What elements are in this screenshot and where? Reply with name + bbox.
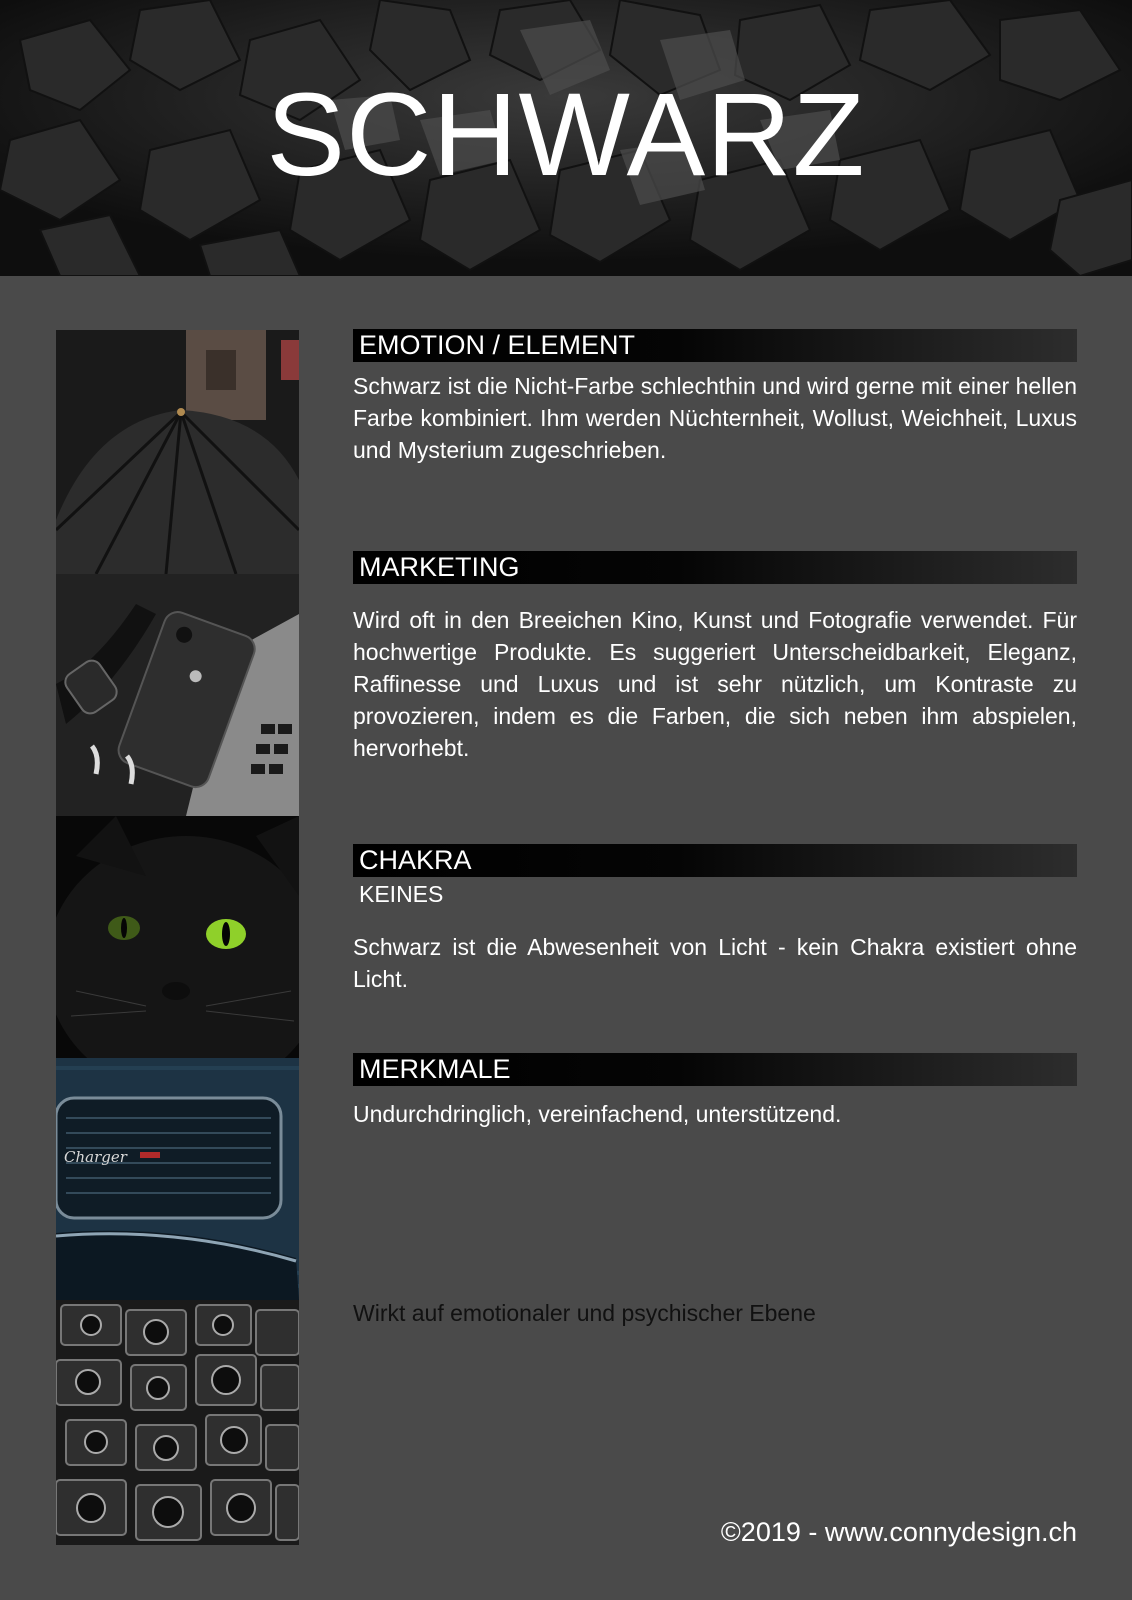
page-title: SCHWARZ <box>266 69 866 201</box>
car-grille-photo <box>56 1058 299 1300</box>
emotion-text: Schwarz ist die Nicht-Farbe schlechthin und wird gerne mit einer hellen Farbe kombiniert. Ihm werden Nüchternheit, Wollust, Weichheit, Luxus und Mysterium zugeschrieben. <box>353 373 1077 463</box>
merkmale-text: Undurchdringlich, vereinfachend, unterstützend. <box>353 1101 842 1127</box>
chakra-text: Schwarz ist die Abwesenheit von Licht - kein Chakra existiert ohne Licht. <box>353 934 1077 992</box>
black-cat-photo <box>56 816 299 1058</box>
vintage-cameras-photo <box>56 1300 299 1545</box>
photo-strip <box>56 330 299 1545</box>
chakra-subtitle: KEINES <box>359 881 444 907</box>
emotion-section-heading <box>353 329 1077 362</box>
marketing-text: Wird oft in den Breeichen Kino, Kunst und Fotografie verwendet. Für hochwertige Produkte. Es suggeriert Unterscheidbarkeit, Eleganz, Raffinesse und Luxus und ist sehr nützlich, um Kontraste zu provozieren, indem es die Farben, die sich neben ihm abspielen, hervorhebt. <box>353 607 1077 761</box>
chakra-section-heading <box>353 844 1077 877</box>
umbrella-photo <box>56 330 299 574</box>
merkmale-heading-label: MERKMALE <box>359 1054 511 1084</box>
marketing-section-heading <box>353 551 1077 584</box>
copyright-text: ©2019 - www.connydesign.ch <box>720 1517 1077 1547</box>
phone-watch-photo <box>56 574 299 816</box>
header-banner <box>0 0 1132 276</box>
merkmale-section-heading <box>353 1053 1077 1086</box>
marketing-heading-label: MARKETING <box>359 552 520 582</box>
emotion-heading-label: EMOTION / ELEMENT <box>359 330 636 360</box>
car-badge-label: Charger <box>64 1148 127 1166</box>
footnote-text: Wirkt auf emotionaler und psychischer Ebene <box>353 1300 816 1326</box>
chakra-heading-label: CHAKRA <box>359 845 472 875</box>
